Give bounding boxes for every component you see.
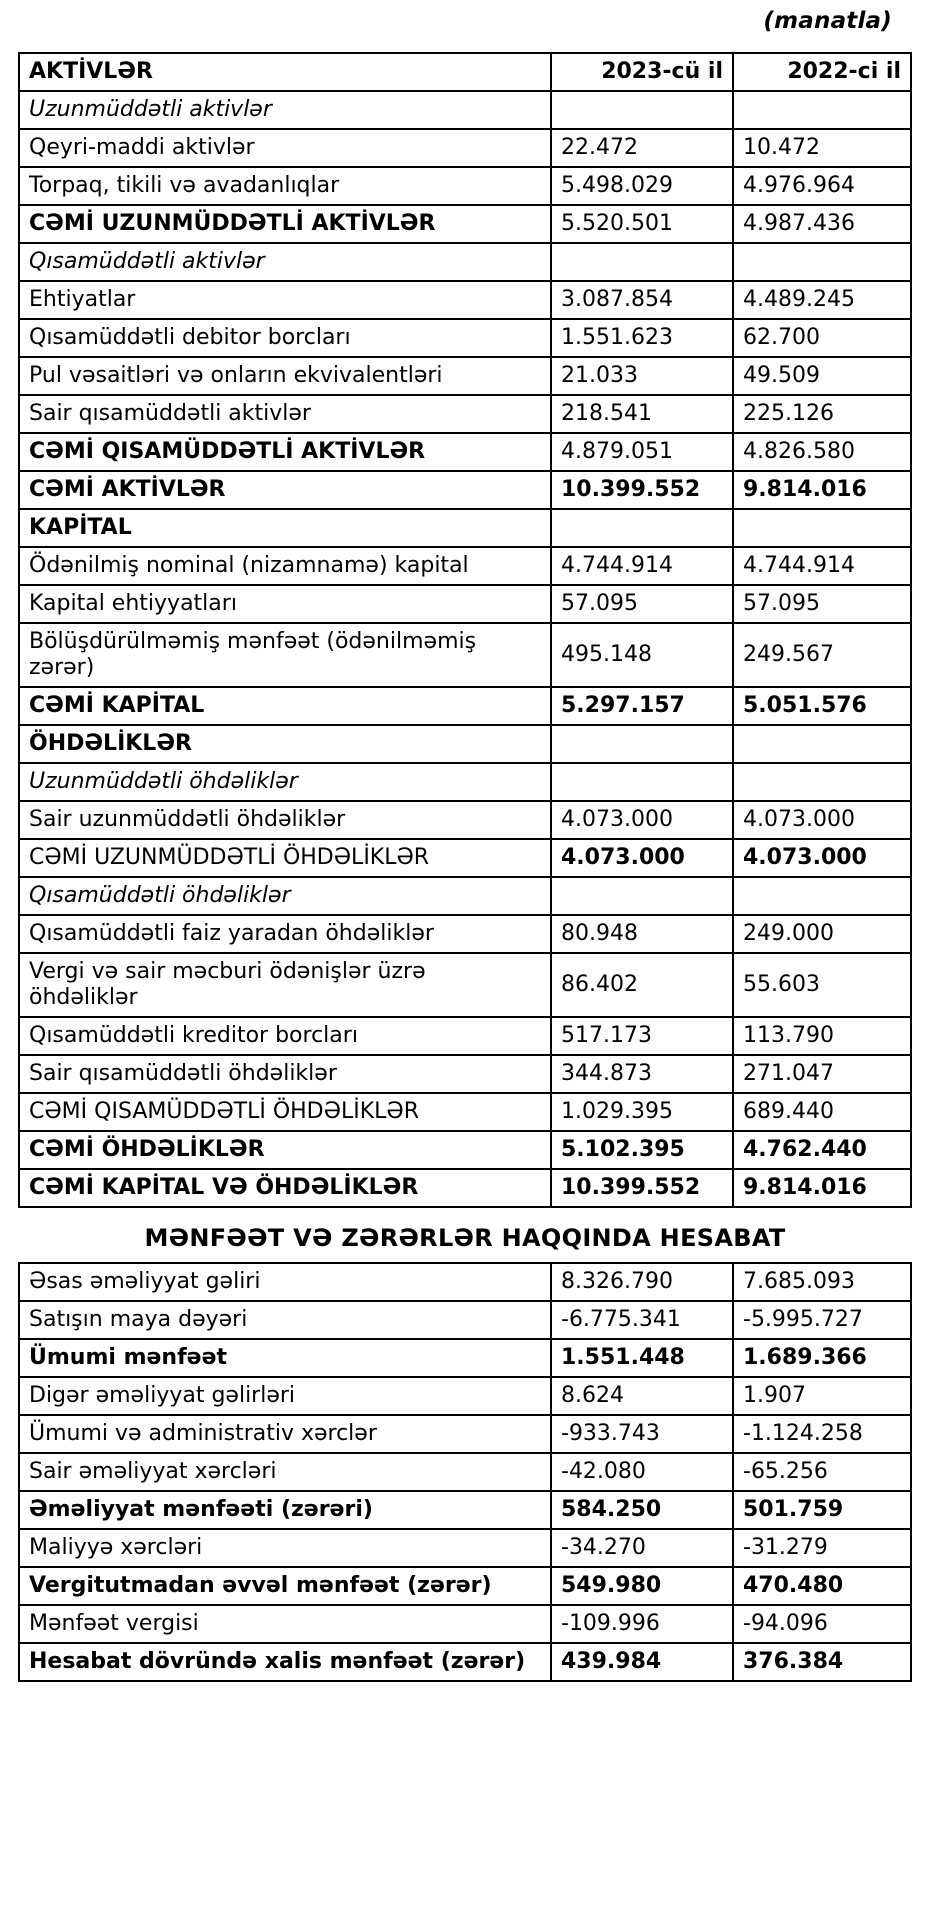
row-value-2022: -31.279: [733, 1529, 911, 1567]
row-value-2022: 689.440: [733, 1093, 911, 1131]
row-value-2022: 501.759: [733, 1491, 911, 1529]
row-label: ÖHDƏLİKLƏR: [19, 725, 551, 763]
table-row: [19, 1263, 911, 1301]
row-label: Ümumi mənfəət: [19, 1339, 551, 1377]
row-value-2022: 1.907: [733, 1377, 911, 1415]
table-row: [19, 953, 911, 1017]
row-value-2023: 439.984: [551, 1643, 733, 1681]
row-label: CƏMİ AKTİVLƏR: [19, 471, 551, 509]
row-value-2022: 113.790: [733, 1017, 911, 1055]
row-value-2023: 10.399.552: [551, 471, 733, 509]
row-value-2022: 57.095: [733, 585, 911, 623]
row-label: Vergi və sair məcburi ödənişlər üzrə öhdəliklər: [19, 953, 551, 1017]
row-value-2022: 62.700: [733, 319, 911, 357]
table-row: [19, 1529, 911, 1567]
table-row: [19, 839, 911, 877]
row-label: Ehtiyatlar: [19, 281, 551, 319]
income-statement-body: [19, 1263, 911, 1681]
table-row: [19, 623, 911, 687]
row-value-2022: [733, 725, 911, 763]
row-value-2022: 55.603: [733, 953, 911, 1017]
row-value-2023: 218.541: [551, 395, 733, 433]
table-row: [19, 319, 911, 357]
table-row: [19, 547, 911, 585]
table-row: [19, 1643, 911, 1681]
balance-sheet-body: [19, 53, 911, 1207]
row-label: Bölüşdürülməmiş mənfəət (ödənilməmiş zərər): [19, 623, 551, 687]
row-value-2023: -109.996: [551, 1605, 733, 1643]
row-value-2022: 376.384: [733, 1643, 911, 1681]
table-row: [19, 1377, 911, 1415]
row-label: Mənfəət vergisi: [19, 1605, 551, 1643]
table-row: [19, 1301, 911, 1339]
row-value-2022: 10.472: [733, 129, 911, 167]
table-row: [19, 763, 911, 801]
row-value-2023: 5.498.029: [551, 167, 733, 205]
table-row: [19, 1453, 911, 1491]
row-value-2022: -94.096: [733, 1605, 911, 1643]
row-value-2022: [733, 91, 911, 129]
column-header-label: AKTİVLƏR: [19, 53, 551, 91]
row-value-2022: -1.124.258: [733, 1415, 911, 1453]
table-row: [19, 243, 911, 281]
table-row: [19, 585, 911, 623]
row-value-2023: 1.551.623: [551, 319, 733, 357]
table-row: [19, 129, 911, 167]
row-label: Əməliyyat mənfəəti (zərəri): [19, 1491, 551, 1529]
row-label: CƏMİ UZUNMÜDDƏTLİ AKTİVLƏR: [19, 205, 551, 243]
row-value-2022: 4.826.580: [733, 433, 911, 471]
row-value-2022: -5.995.727: [733, 1301, 911, 1339]
row-value-2023: [551, 243, 733, 281]
table-row: [19, 1055, 911, 1093]
table-row: [19, 1339, 911, 1377]
row-value-2022: 249.000: [733, 915, 911, 953]
row-value-2022: 1.689.366: [733, 1339, 911, 1377]
row-value-2023: 80.948: [551, 915, 733, 953]
table-row: [19, 281, 911, 319]
row-value-2023: -34.270: [551, 1529, 733, 1567]
table-row: [19, 687, 911, 725]
row-label: Hesabat dövründə xalis mənfəət (zərər): [19, 1643, 551, 1681]
row-label: KAPİTAL: [19, 509, 551, 547]
table-row: [19, 1567, 911, 1605]
row-value-2023: 57.095: [551, 585, 733, 623]
row-value-2023: 4.879.051: [551, 433, 733, 471]
row-value-2022: 271.047: [733, 1055, 911, 1093]
table-row: [19, 91, 911, 129]
table-row: [19, 205, 911, 243]
row-value-2022: -65.256: [733, 1453, 911, 1491]
row-label: Digər əməliyyat gəlirləri: [19, 1377, 551, 1415]
row-value-2022: 249.567: [733, 623, 911, 687]
row-value-2022: 9.814.016: [733, 471, 911, 509]
row-value-2023: 549.980: [551, 1567, 733, 1605]
row-value-2023: -933.743: [551, 1415, 733, 1453]
table-row: [19, 167, 911, 205]
row-value-2022: 4.489.245: [733, 281, 911, 319]
table-row: [19, 433, 911, 471]
table-row: [19, 877, 911, 915]
row-label: Vergitutmadan əvvəl mənfəət (zərər): [19, 1567, 551, 1605]
row-label: CƏMİ KAPİTAL: [19, 687, 551, 725]
table-row: [19, 725, 911, 763]
row-value-2023: [551, 725, 733, 763]
row-value-2022: 470.480: [733, 1567, 911, 1605]
row-value-2022: 49.509: [733, 357, 911, 395]
row-value-2023: 8.624: [551, 1377, 733, 1415]
row-value-2023: [551, 877, 733, 915]
row-value-2022: [733, 243, 911, 281]
row-value-2023: 5.297.157: [551, 687, 733, 725]
table-row: [19, 357, 911, 395]
row-value-2023: 495.148: [551, 623, 733, 687]
row-value-2022: [733, 509, 911, 547]
row-value-2023: 8.326.790: [551, 1263, 733, 1301]
table-row: [19, 915, 911, 953]
row-value-2022: 4.073.000: [733, 801, 911, 839]
row-label: Sair əməliyyat xərcləri: [19, 1453, 551, 1491]
row-label: Qısamüddətli öhdəliklər: [19, 877, 551, 915]
table-row: [19, 801, 911, 839]
row-label: Ümumi və administrativ xərclər: [19, 1415, 551, 1453]
row-value-2022: 4.762.440: [733, 1131, 911, 1169]
row-value-2022: 225.126: [733, 395, 911, 433]
row-value-2023: 4.073.000: [551, 839, 733, 877]
row-value-2023: 5.102.395: [551, 1131, 733, 1169]
row-value-2022: 4.976.964: [733, 167, 911, 205]
row-label: Qısamüddətli kreditor borcları: [19, 1017, 551, 1055]
row-value-2022: 4.073.000: [733, 839, 911, 877]
row-value-2022: 5.051.576: [733, 687, 911, 725]
row-value-2022: [733, 763, 911, 801]
table-row: [19, 1415, 911, 1453]
row-label: CƏMİ ÖHDƏLİKLƏR: [19, 1131, 551, 1169]
table-row: [19, 1605, 911, 1643]
table-header-row: [19, 53, 911, 91]
row-value-2023: [551, 763, 733, 801]
row-label: Sair qısamüddətli öhdəliklər: [19, 1055, 551, 1093]
row-label: CƏMİ QISAMÜDDƏTLİ AKTİVLƏR: [19, 433, 551, 471]
row-label: Satışın maya dəyəri: [19, 1301, 551, 1339]
table-row: [19, 1131, 911, 1169]
row-label: Pul vəsaitləri və onların ekvivalentləri: [19, 357, 551, 395]
row-value-2023: 1.551.448: [551, 1339, 733, 1377]
column-header-2022: 2022-ci il: [733, 53, 911, 91]
row-value-2023: 4.744.914: [551, 547, 733, 585]
row-label: Qeyri-maddi aktivlər: [19, 129, 551, 167]
row-value-2023: 22.472: [551, 129, 733, 167]
row-value-2023: 584.250: [551, 1491, 733, 1529]
row-label: Sair qısamüddətli aktivlər: [19, 395, 551, 433]
row-label: Əsas əməliyyat gəliri: [19, 1263, 551, 1301]
row-label: Qısamüddətli debitor borcları: [19, 319, 551, 357]
row-label: Maliyyə xərcləri: [19, 1529, 551, 1567]
row-value-2023: 4.073.000: [551, 801, 733, 839]
row-value-2023: -6.775.341: [551, 1301, 733, 1339]
row-value-2023: 86.402: [551, 953, 733, 1017]
table-row: [19, 509, 911, 547]
income-statement-title: MƏNFƏƏT VƏ ZƏRƏRLƏR HAQQINDA HESABAT: [144, 1223, 786, 1252]
row-label: Qısamüddətli aktivlər: [19, 243, 551, 281]
row-value-2023: -42.080: [551, 1453, 733, 1491]
row-value-2023: [551, 91, 733, 129]
table-row: [19, 1017, 911, 1055]
row-value-2022: 4.987.436: [733, 205, 911, 243]
table-row: [19, 1169, 911, 1207]
balance-sheet-table: [18, 52, 912, 1208]
row-value-2022: [733, 877, 911, 915]
table-row: [19, 1491, 911, 1529]
row-label: Torpaq, tikili və avadanlıqlar: [19, 167, 551, 205]
row-value-2023: [551, 509, 733, 547]
table-row: [19, 1093, 911, 1131]
column-header-2023: 2023-cü il: [551, 53, 733, 91]
row-label: Uzunmüddətli aktivlər: [19, 91, 551, 129]
row-value-2023: 1.029.395: [551, 1093, 733, 1131]
row-value-2023: 344.873: [551, 1055, 733, 1093]
row-label: Ödənilmiş nominal (nizamnamə) kapital: [19, 547, 551, 585]
table-row: [19, 395, 911, 433]
row-value-2023: 3.087.854: [551, 281, 733, 319]
row-value-2023: 517.173: [551, 1017, 733, 1055]
table-row: [19, 471, 911, 509]
row-label: CƏMİ KAPİTAL VƏ ÖHDƏLİKLƏR: [19, 1169, 551, 1207]
row-label: Qısamüddətli faiz yaradan öhdəliklər: [19, 915, 551, 953]
row-label: Uzunmüddətli öhdəliklər: [19, 763, 551, 801]
row-label: CƏMİ UZUNMÜDDƏTLİ ÖHDƏLİKLƏR: [19, 839, 551, 877]
row-label: Kapital ehtiyyatları: [19, 585, 551, 623]
currency-note: (manatla): [763, 8, 892, 34]
row-label: Sair uzunmüddətli öhdəliklər: [19, 801, 551, 839]
row-value-2023: 10.399.552: [551, 1169, 733, 1207]
row-value-2022: 9.814.016: [733, 1169, 911, 1207]
income-statement-table: [18, 1262, 912, 1682]
row-value-2022: 7.685.093: [733, 1263, 911, 1301]
row-value-2022: 4.744.914: [733, 547, 911, 585]
row-value-2023: 5.520.501: [551, 205, 733, 243]
row-label: CƏMİ QISAMÜDDƏTLİ ÖHDƏLİKLƏR: [19, 1093, 551, 1131]
row-value-2023: 21.033: [551, 357, 733, 395]
